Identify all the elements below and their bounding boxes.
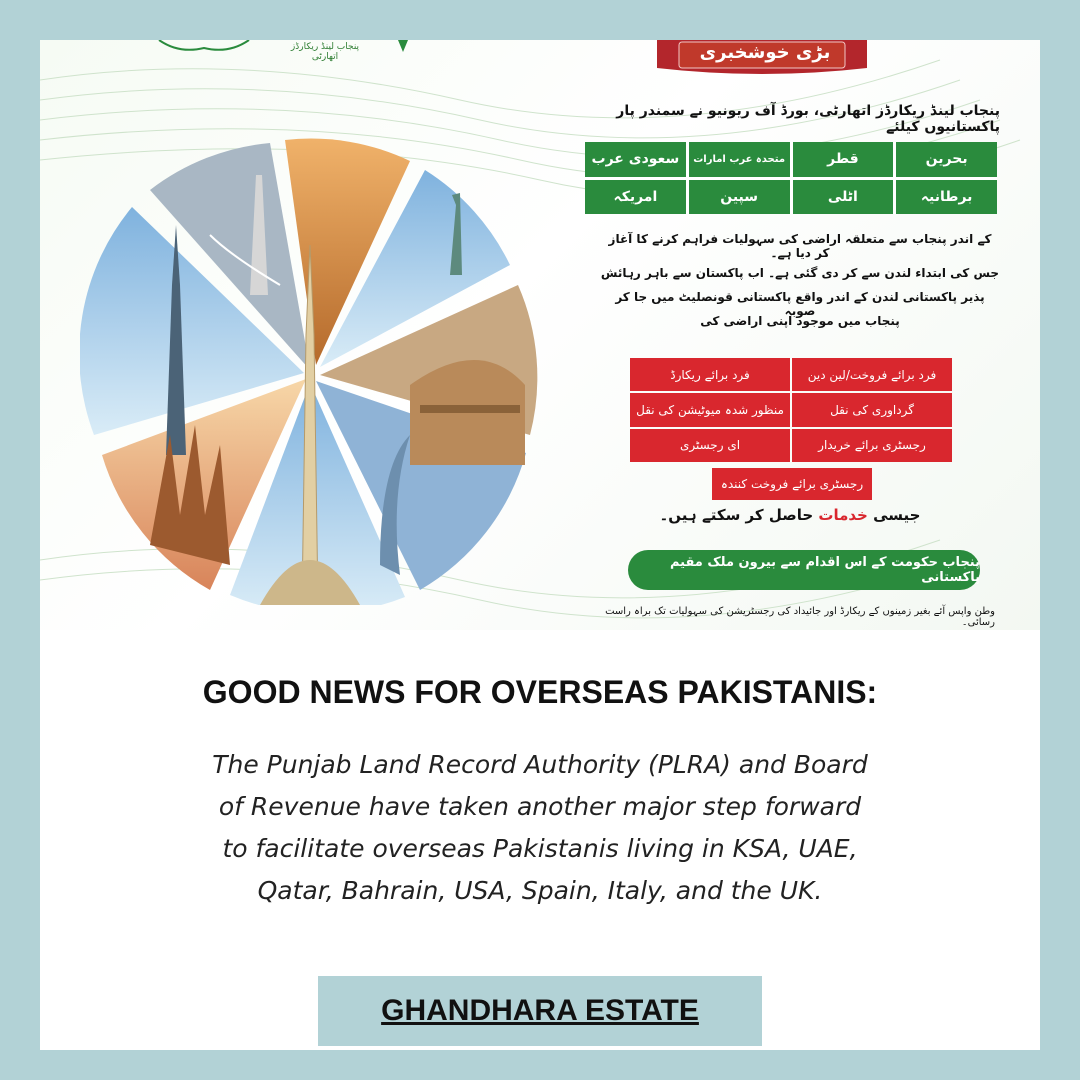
ghandhara-estate-button[interactable]: GHANDHARA ESTATE (318, 976, 762, 1046)
country-cell: قطر (793, 142, 894, 177)
poster-headline: پنجاب لینڈ ریکارڈز اتھارٹی، بورڈ آف ریونیو نے سمندر پار پاکستانیوں کیلئے (616, 103, 1000, 135)
country-cell: بحرین (896, 142, 997, 177)
country-cell: امریکہ (585, 180, 686, 215)
country-cell: سعودی عرب (585, 142, 686, 177)
punjab-emblem-icon (396, 40, 410, 54)
post-title: GOOD NEWS FOR OVERSEAS PAKISTANIS: (202, 674, 878, 710)
country-grid (585, 142, 997, 214)
landmarks-collage-image (80, 135, 540, 605)
country-cell: برطانیہ (896, 180, 997, 215)
service-cell: منظور شدہ میوٹیشن کی نقل (630, 393, 790, 426)
logo-subtitle: پنجاب لینڈ ریکارڈز اتھارٹی (290, 42, 360, 62)
plra-logo-icon (154, 40, 254, 54)
country-cell: سپین (689, 180, 790, 215)
post-body-line-1: The Punjab Land Record Authority (PLRA) and Board (212, 750, 868, 779)
poster-image (40, 40, 1040, 630)
services-tail (640, 506, 940, 524)
services-tail-a: جیسی (873, 506, 921, 524)
good-news-banner: بڑی خوشخبری (699, 42, 831, 63)
poster-paragraph-2-line-2: پذیر پاکستانی لندن کے اندر واقع پاکستانی قونصلیٹ میں جا کر صوبہ (615, 290, 985, 318)
post-body (140, 744, 940, 912)
country-cell: اٹلی (793, 180, 894, 215)
service-cell: ای رجسٹری (630, 429, 790, 462)
poster-footnote: وطن واپس آئے بغیر زمینوں کے ریکارڈ اور جائیداد کی رجسٹریشن کی سہولیات تک براہ راست رسائی۔ (605, 606, 995, 628)
service-cell: گرداوری کی نقل (792, 393, 952, 426)
services-tail-b: حاصل کر سکتے ہیں۔ (659, 506, 814, 524)
country-cell: متحدہ عرب امارات (689, 142, 790, 177)
service-cell: فرد برائے ریکارڈ (630, 358, 790, 391)
service-cell-seller-registry: رجسٹری برائے فروخت کنندہ (712, 468, 872, 500)
services-grid (630, 358, 952, 462)
poster-paragraph-2-line-3: پنجاب میں موجود اپنی اراضی کی (700, 314, 900, 328)
services-tail-highlight: خدمات (818, 506, 868, 524)
poster-paragraph-1: کے اندر پنجاب سے متعلقہ اراضی کی سہولیات فراہم کرنے کا آغاز کر دیا ہے۔ (608, 232, 992, 260)
service-cell: فرد برائے فروخت/لین دین (792, 358, 952, 391)
caption-section (40, 630, 1040, 1050)
poster-paragraph-2-line-1: جس کی ابتداء لندن سے کر دی گئی ہے۔ اب پاکستان سے باہر رہائش (600, 266, 1000, 280)
green-pill-statement: پنجاب حکومت کے اس اقدام سے بیرون ملک مقیم پاکستانی (628, 550, 980, 590)
colosseum-arches (420, 405, 520, 413)
post-body-line-4: Qatar, Bahrain, USA, Spain, Italy, and the UK. (257, 876, 823, 905)
post-body-line-2: of Revenue have taken another major step forward (218, 792, 862, 821)
post-card (40, 40, 1040, 1050)
post-body-line-3: to facilitate overseas Pakistanis living in KSA, UAE, (222, 834, 858, 863)
service-cell: رجسٹری برائے خریدار (792, 429, 952, 462)
